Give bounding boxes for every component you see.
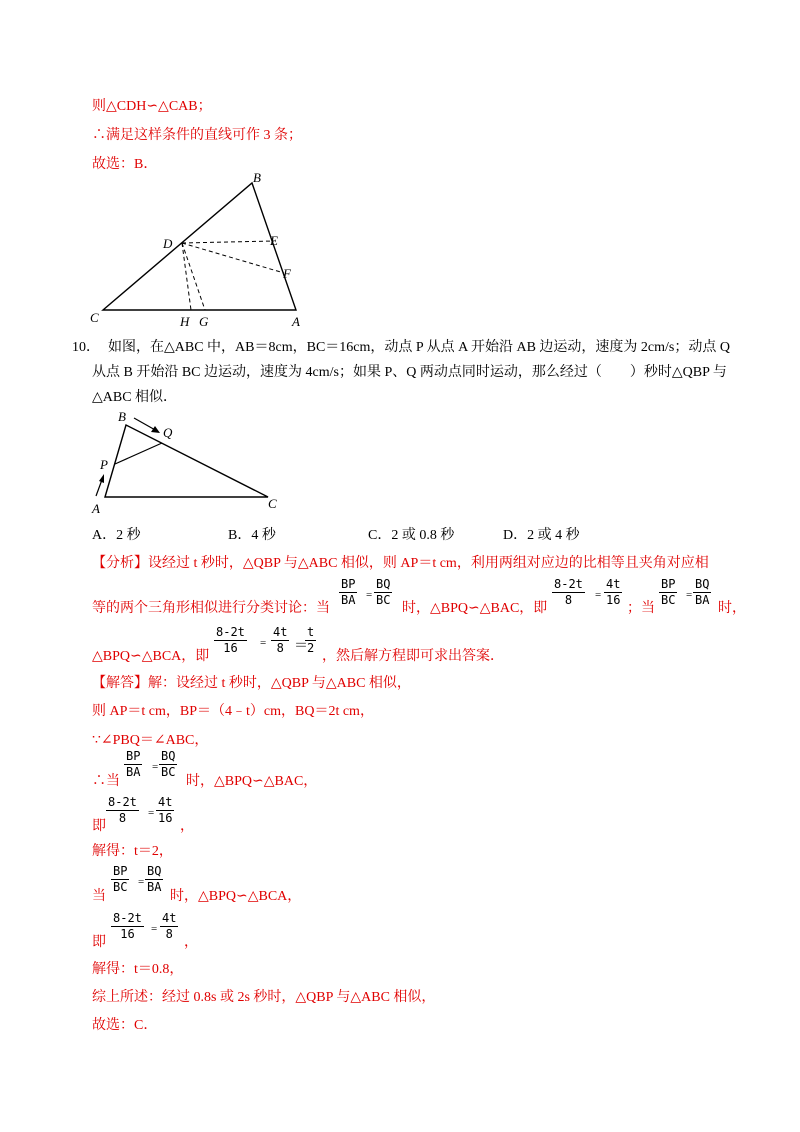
question-number: 10．: [72, 340, 100, 355]
label-f: F: [283, 266, 291, 281]
analysis-tag: 【分析】: [92, 556, 148, 571]
solution-line-1: 【解答】解：设经过 t 秒时，△QBP 与△ABC 相似，: [92, 676, 411, 691]
fraction-4t-16: $\frac{4t}{16}$: [158, 795, 173, 825]
label-h: H: [180, 314, 190, 329]
solution-line-4-b: 时，△BPQ∽△BAC，: [186, 774, 318, 789]
fraction-t-2: $\frac{t}{2}$: [307, 625, 315, 655]
label-c: C: [268, 496, 277, 511]
solution-tag: 【解答】: [92, 676, 148, 691]
prev-line-1: 则△CDH∽△CAB；: [92, 99, 212, 114]
analysis-line-2-b: 时，△BPQ∽△BAC，即: [402, 601, 548, 616]
fraction-bq-bc: $\frac{BQ}{BC}$: [161, 749, 176, 779]
label-a: A: [92, 501, 100, 515]
label-d: D: [163, 236, 173, 251]
question-line-1: 如图，在△ABC 中，AB＝8cm，BC＝16cm，动点 P 从点 A 开始沿 AB 边运动，速度为 2cm/s；动点 Q: [108, 340, 730, 355]
solution-line-5-a: 即: [92, 819, 106, 834]
label-c: C: [90, 310, 99, 325]
option-c: C．2 或 0.8 秒: [368, 528, 455, 543]
equals-sign: =: [366, 589, 373, 601]
fraction-82t-8: $\frac{8-2t}{8}$: [108, 795, 137, 825]
analysis-line-1: 【分析】设经过 t 秒时，△QBP 与△ABC 相似，则 AP＝t cm，利用两组对应边的比相等且夹角对应相: [92, 556, 709, 571]
label-a: A: [292, 314, 300, 329]
fraction-bq-ba: $\frac{BQ}{BA}$: [695, 577, 710, 607]
fraction-82t-8: $\frac{8-2t}{8}$: [554, 577, 583, 607]
label-b: B: [253, 170, 261, 185]
equals-sign: =: [686, 589, 693, 601]
option-b: B．4 秒: [228, 528, 276, 543]
solution-line-2: 则 AP＝t cm，BP＝（4﹣t）cm，BQ＝2t cm，: [92, 704, 374, 719]
solution-line-10: 综上所述：经过 0.8s 或 2s 秒时，△QBP 与△ABC 相似，: [92, 990, 436, 1005]
label-g: G: [199, 314, 209, 329]
prev-line-3: 故选：B．: [92, 157, 158, 172]
equals-sign: =: [152, 761, 159, 773]
equals-sign: ＝: [294, 639, 308, 654]
solution-line-9: 解得：t＝0.8，: [92, 962, 184, 977]
option-a: A．2 秒: [92, 528, 141, 543]
solution-line-3: ∵∠PBQ＝∠ABC，: [92, 733, 209, 748]
equals-sign: =: [151, 923, 158, 935]
label-e: E: [270, 233, 278, 248]
fraction-bp-bc: $\frac{BP}{BC}$: [113, 864, 128, 894]
solution-line-8-b: ，: [184, 935, 198, 950]
equals-sign: =: [138, 876, 145, 888]
analysis-line-2-a: 等的两个三角形相似进行分类讨论：当: [92, 601, 330, 616]
fraction-bq-bc: $\frac{BQ}{BC}$: [376, 577, 391, 607]
analysis-line-2-d: 时，: [718, 601, 746, 616]
figure-triangle-cab: [85, 170, 315, 330]
figure-triangle-abc: [88, 405, 288, 515]
solution-line-7-a: 当: [92, 889, 106, 904]
solution-line-11: 故选：C．: [92, 1018, 158, 1033]
analysis-line-2-c: ；当: [627, 601, 655, 616]
question-line-3: △ABC 相似．: [92, 390, 178, 405]
analysis-line-3-a: △BPQ∽△BCA，即: [92, 649, 210, 664]
prev-line-2: ∴满足这样条件的直线可作 3 条；: [92, 128, 302, 143]
fraction-82t-16: $\frac{8-2t}{16}$: [216, 625, 245, 655]
equals-sign: =: [148, 807, 155, 819]
fraction-bq-ba: $\frac{BQ}{BA}$: [147, 864, 162, 894]
solution-line-5-b: ，: [180, 819, 194, 834]
fraction-4t-16: $\frac{4t}{16}$: [606, 577, 621, 607]
question-line-2: 从点 B 开始沿 BC 边运动，速度为 4cm/s；如果 P、Q 两动点同时运动，那么经过（ ）秒时△QBP 与: [92, 365, 727, 380]
fraction-4t-8: $\frac{4t}{8}$: [162, 911, 177, 941]
solution-line-6: 解得：t＝2，: [92, 844, 173, 859]
equals-sign: =: [595, 589, 602, 601]
fraction-bp-ba: $\frac{BP}{BA}$: [341, 577, 356, 607]
label-b: B: [118, 409, 126, 424]
solution-line-7-b: 时，△BPQ∽△BCA，: [170, 889, 302, 904]
label-p: P: [100, 457, 108, 472]
equals-sign: =: [260, 637, 267, 649]
analysis-line-3-b: ，然后解方程即可求出答案．: [322, 649, 504, 664]
fraction-4t-8: $\frac{4t}{8}$: [273, 625, 288, 655]
solution-line-4-a: ∴当: [92, 774, 120, 789]
fraction-bp-ba: $\frac{BP}{BA}$: [126, 749, 141, 779]
label-q: Q: [163, 425, 173, 440]
solution-line-8-a: 即: [92, 935, 106, 950]
option-d: D．2 或 4 秒: [503, 528, 580, 543]
fraction-bp-bc: $\frac{BP}{BC}$: [661, 577, 676, 607]
fraction-82t-16: $\frac{8-2t}{16}$: [113, 911, 142, 941]
